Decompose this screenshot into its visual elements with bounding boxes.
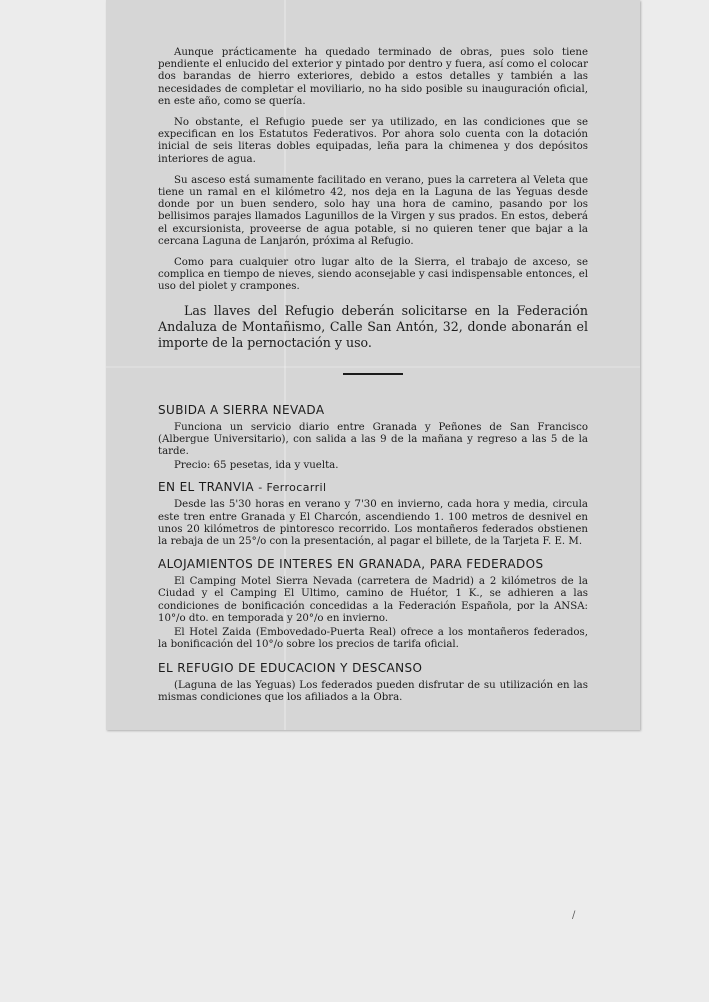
tranvia-title: EN EL TRANVIA (158, 480, 254, 495)
tranvia-text: Desde las 5'30 horas en verano y 7'30 en invierno, cada hora y media, circula este tren entre Granada y El Charcón, ascendiendo 1. 100 metros de desnivel en unos 20 kilómetros de pintoresco recorrido. Los montañeros federados obstienen la rebaja de un 25°/o con la presentación, al pagar el billete, de la Tarjeta F. E. M. (158, 499, 588, 548)
section-divider (343, 373, 403, 375)
llaves-notice: Las llaves del Refugio deberán solicitarse en la Federación Andaluza de Montañismo, Calle San Antón, 32, donde abonarán el importe de la pernoctación y uso. (158, 302, 588, 350)
refugio-paragraph-1: Aunque prácticamente ha quedado terminado de obras, pues solo tiene pendiente el enlucido del exterior y pintado por dentro y fuera, así como el colocar dos barandas de hierro exteriores, debido a estos detalles y también a las necesidades de completar el moviliario, no ha sido posible su inauguración oficial, en este año, como se quería. (158, 47, 588, 107)
alojamientos-text-1: El Camping Motel Sierra Nevada (carretera de Madrid) a 2 kilómetros de la Ciudad y el Camping El Ultimo, camino de Huétor, 1 K., se adhieren a las condiciones de bonificación concedidas a la Federación Española, por la ANSA: 10°/o dto. en temporada y 20°/o en invierno. (158, 576, 588, 624)
subida-heading: SUBIDA A SIERRA NEVADA (158, 402, 325, 417)
refugio-educacion-text: (Laguna de las Yeguas) Los federados pueden disfrutar de su utilización en las mismas condiciones que los afiliados a la Obra. (158, 679, 588, 703)
page-content (158, 47, 588, 713)
alojamientos-text-2: El Hotel Zaida (Embovedado-Puerta Real) ofrece a los montañeros federados, la bonificación del 10°/o sobre los precios de tarifa oficial. (158, 627, 588, 651)
tranvia-heading (158, 480, 588, 494)
refugio-educacion-heading: EL REFUGIO DE EDUCACION Y DESCANSO (158, 660, 423, 675)
subida-price: Precio: 65 pesetas, ida y vuelta. (174, 460, 339, 472)
stray-mark: / (572, 910, 576, 921)
refugio-paragraph-3: Su asceso está sumamente facilitado en verano, pues la carretera al Veleta que tiene un ramal en el kilómetro 42, nos deja en la Laguna de las Yeguas desde donde por un buen sendero, solo hay una hora de camino, pasando por los bellisimos parajes llamados Lagunillos de la Virgen y sus prados. En estos, deberá el excursionista, proveerse de agua potable, si no quieren tener que bajar a la cercana Laguna de Lanjarón, próxima al Refugio. (158, 174, 588, 247)
refugio-paragraph-2: No obstante, el Refugio puede ser ya utilizado, en las condiciones que se expecifican en los Estatutos Federativos. Por ahora solo cuenta con la dotación inicial de seis literas dobles equipadas, leña para la chimenea y dos depósitos interiores de agua. (158, 117, 588, 165)
document-page (106, 0, 640, 730)
tranvia-subtitle: - Ferrocarril (258, 481, 327, 495)
subida-text: Funciona un servicio diario entre Granada y Peñones de San Francisco (Albergue Universitario), con salida a las 9 de la mañana y regreso a las 5 de la tarde. (158, 421, 588, 458)
alojamientos-heading: ALOJAMIENTOS DE INTERES EN GRANADA, PARA FEDERADOS (158, 557, 544, 572)
refugio-paragraph-4: Como para cualquier otro lugar alto de la Sierra, el trabajo de axceso, se complica en tiempo de nieves, siendo aconsejable y casi indispensable entonces, el uso del piolet y crampones. (158, 257, 588, 293)
